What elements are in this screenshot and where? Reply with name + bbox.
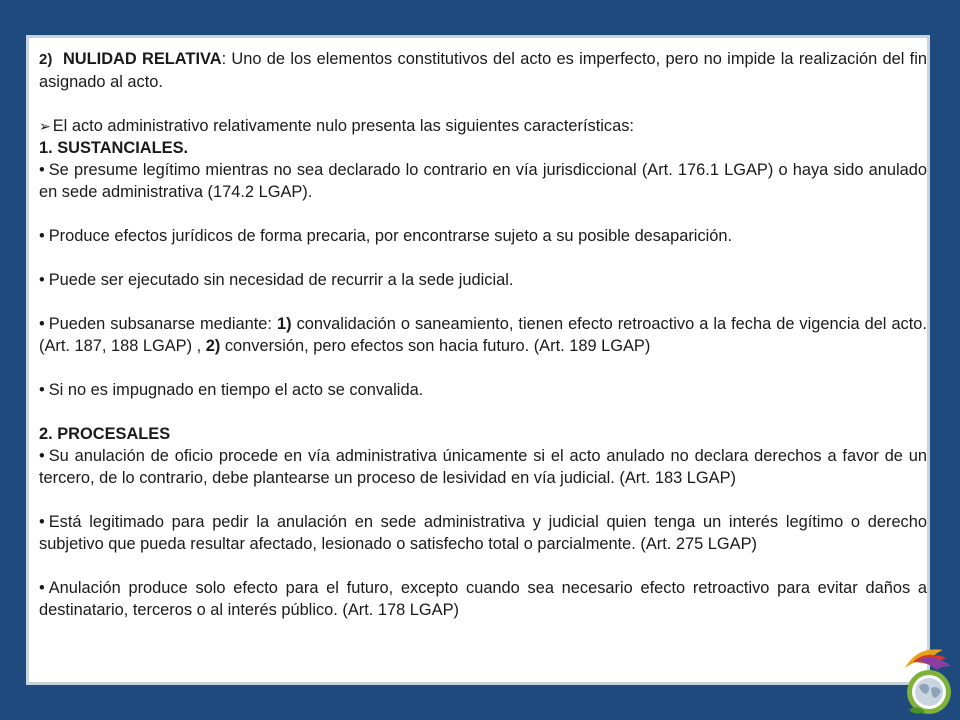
characteristics-intro-text: El acto administrativo relativamente nulo presenta las siguientes características: <box>52 117 634 135</box>
s1-bullet-4-marker1: 1) <box>276 315 292 333</box>
slide-panel <box>26 35 930 685</box>
section2-heading: 2. PROCESALES <box>39 425 171 443</box>
s2-bullet-1 <box>39 445 927 489</box>
bullet-icon: • <box>39 513 45 531</box>
s1-bullet-3 <box>39 269 927 291</box>
s2-bullet-2-text: Está legitimado para pedir la anulación en sede administrativa y judicial quien tenga un interés legítimo o derecho subjetivo que pueda resultar afectado, lesionado o satisfecho total o parcialmente. (Art. 275 LGAP) <box>39 513 927 553</box>
section1-heading: 1. SUSTANCIALES. <box>39 139 189 157</box>
bullet-icon: • <box>39 381 45 399</box>
globe-logo-icon <box>895 640 957 720</box>
s1-bullet-4-part3: conversión, pero efectos son hacia futuro. (Art. 189 LGAP) <box>220 337 651 355</box>
s1-bullet-2 <box>39 225 927 247</box>
bullet-icon: • <box>39 161 45 179</box>
intro-title: NULIDAD RELATIVA <box>62 50 222 68</box>
s1-bullet-4 <box>39 313 927 357</box>
bullet-icon: • <box>39 579 45 597</box>
s1-bullet-5-text: Si no es impugnado en tiempo el acto se convalida. <box>48 381 424 399</box>
s1-bullet-4-part1: Pueden subsanarse mediante: <box>48 315 277 333</box>
s2-bullet-1-text: Su anulación de oficio procede en vía administrativa únicamente si el acto anulado no declara derechos a favor de un tercero, de lo contrario, debe plantearse un proceso de lesividad en vía judicial. (Art. 183 LGAP) <box>39 447 927 487</box>
intro-text: : Uno de los elementos constitutivos del acto es imperfecto, pero no impide la realización del fin asignado al acto. <box>39 50 927 91</box>
intro-number: 2) <box>39 51 53 68</box>
bullet-icon: • <box>39 271 45 289</box>
s2-bullet-3 <box>39 577 927 621</box>
slide-content <box>39 48 927 621</box>
s1-bullet-4-marker2: 2) <box>205 337 221 355</box>
s1-bullet-1-text: Se presume legítimo mientras no sea declarado lo contrario en vía jurisdiccional (Art. 176.1 LGAP) o haya sido anulado en sede administrativa (174.2 LGAP). <box>39 161 927 201</box>
arrow-bullet-icon: ➢ <box>39 118 51 134</box>
s1-bullet-3-text: Puede ser ejecutado sin necesidad de recurrir a la sede judicial. <box>48 271 514 289</box>
s1-bullet-4-part2: convalidación o saneamiento, tienen efecto retroactivo a la fecha de vigencia del acto. (Art. 187, 188 LGAP) , <box>39 315 927 355</box>
bullet-icon: • <box>39 227 45 245</box>
s1-bullet-5 <box>39 379 927 401</box>
s2-bullet-3-text: Anulación produce solo efecto para el futuro, excepto cuando sea necesario efecto retroactivo para evitar daños a destinatario, terceros o al interés público. (Art. 178 LGAP) <box>39 579 927 619</box>
s2-bullet-2 <box>39 511 927 555</box>
s1-bullet-1 <box>39 159 927 203</box>
characteristics-intro <box>39 115 927 137</box>
bullet-icon: • <box>39 315 45 333</box>
s1-bullet-2-text: Produce efectos jurídicos de forma precaria, por encontrarse sujeto a su posible desaparición. <box>48 227 733 245</box>
bullet-icon: • <box>39 447 45 465</box>
intro-paragraph <box>39 48 927 93</box>
